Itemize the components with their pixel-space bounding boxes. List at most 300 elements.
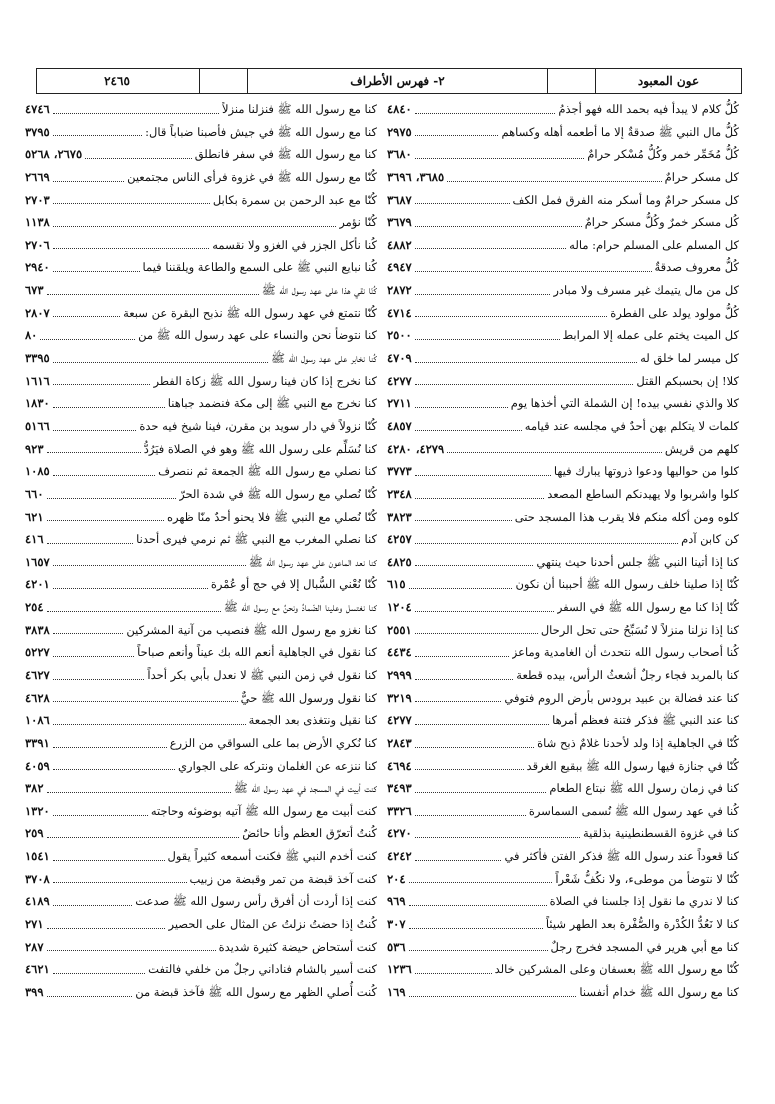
leader-dots — [53, 362, 268, 363]
index-entry — [387, 143, 739, 166]
index-entry — [387, 823, 739, 846]
entry-text: كُنّا مع رسول الله ﷺ بعسفان وعلى المشركين خالد — [494, 962, 739, 977]
hadith-number: ٢٩٧٥ — [387, 124, 412, 139]
leader-dots — [53, 181, 124, 182]
leader-dots — [415, 520, 512, 521]
index-entry — [387, 687, 739, 710]
entry-text: كنا عند النبي ﷺ فذكر فتنة فعظم أمرها — [552, 713, 739, 728]
leader-dots — [415, 973, 492, 974]
hadith-number: ٢٠٤ — [387, 871, 406, 886]
entry-text: كُنّا في جنازة فيها رسول الله ﷺ ببقيع الغرقد — [526, 758, 739, 773]
hadith-number: ٣٣٢٦ — [387, 803, 412, 818]
leader-dots — [415, 498, 545, 499]
entry-text: كلمات لا يتكلم بهن أحدٌ في مجلسه عند قيامه — [524, 418, 739, 433]
hadith-number: ٣٢١٩ — [387, 690, 412, 705]
entry-text: كُل مسكر خمرٌ وكُلُّ مسكر حرامٌ — [584, 215, 739, 230]
index-entry — [387, 845, 739, 868]
index-entry — [387, 324, 739, 347]
leader-dots — [53, 860, 165, 861]
hadith-number: ٢٧٠٣ — [25, 192, 50, 207]
index-entry — [25, 460, 377, 483]
index-entry — [25, 641, 377, 664]
leader-dots — [47, 837, 240, 838]
book-title: عون المعبود — [595, 69, 741, 93]
index-entry — [387, 392, 739, 415]
leader-dots — [47, 520, 164, 521]
entry-text: كُنّا نُصلي مع النبي ﷺ فلا يحنو أحدٌ منّا ظهره — [166, 509, 377, 524]
hadith-number: ٣٦٨٠ — [387, 147, 412, 162]
index-entry — [25, 98, 377, 121]
entry-text: كُنّا مع عبد الرحمن بن سمرة بكابل — [212, 192, 377, 207]
entry-text: كُنا في عهد رسول الله ﷺ نُسمى السماسرة — [528, 803, 739, 818]
leader-dots — [415, 384, 634, 385]
index-entry — [387, 121, 739, 144]
hadith-number: ٤٨٤٠ — [387, 101, 412, 116]
leader-dots — [53, 815, 148, 816]
page-number: ٢٤٦٥ — [104, 74, 130, 88]
hadith-number: ٤٠٥٩ — [25, 758, 50, 773]
index-entry — [25, 800, 377, 823]
page-header — [36, 68, 742, 94]
leader-dots — [47, 611, 221, 612]
leader-dots — [47, 996, 133, 997]
index-entry — [387, 370, 739, 393]
hadith-number: ١٢٠٤ — [387, 600, 412, 615]
entry-text: كنا نغتسل وعلينا الضّمادُ ونحنُ مع رسول الله ﷺ — [223, 600, 377, 615]
hadith-number: ٣٦٨٧ — [387, 192, 412, 207]
entry-text: كنت أبيت مع رسول الله ﷺ آتيه بوضوئه وحاجته — [150, 803, 377, 818]
leader-dots — [53, 271, 140, 272]
index-entry — [25, 143, 377, 166]
hadith-number: ٢٨٧٢ — [387, 283, 412, 298]
index-entry — [25, 189, 377, 212]
leader-dots — [53, 226, 337, 227]
index-entry — [387, 732, 739, 755]
index-entry — [25, 506, 377, 529]
index-entry — [25, 845, 377, 868]
hadith-number: ٤٩٤٧ — [387, 260, 412, 275]
index-entry — [387, 234, 739, 257]
entry-text: كلوا من حواليها ودعوا ذروتها يبارك فيها — [553, 464, 739, 479]
leader-dots — [415, 294, 551, 295]
hadith-number: ٢٧٠٦ — [25, 237, 50, 252]
hadith-number: ٥٢٢٧ — [25, 645, 50, 660]
entry-text: كُلُّ مولود يولد على الفطرة — [610, 305, 739, 320]
index-entry — [387, 506, 739, 529]
leader-dots — [415, 769, 524, 770]
index-entry — [387, 664, 739, 687]
entry-text: كل المسلم على المسلم حرام: ماله — [569, 237, 739, 252]
index-entry — [387, 438, 739, 461]
hadith-number: ١٥٤١ — [25, 849, 50, 864]
entry-text: كنا نقول في زمن النبي ﷺ لا نعدل بأبي بكر أحداً — [147, 668, 377, 682]
entry-text: كُنا أصحاب رسول الله نتحدث أن الغامدية وماعز — [511, 645, 739, 660]
index-entry — [25, 732, 377, 755]
entry-text: كنا بالمربد فجاء رجلٌ أشعثُ الرأس، بيده قطعة — [516, 668, 739, 682]
index-entry — [387, 913, 739, 936]
leader-dots — [447, 181, 661, 182]
hadith-number: ٣٨٣٨ — [25, 622, 50, 637]
hadith-number: ٢٥٤ — [25, 600, 44, 615]
index-entry — [387, 98, 739, 121]
index-entry — [25, 483, 377, 506]
leader-dots — [53, 475, 155, 476]
index-entry — [387, 483, 739, 506]
index-entry — [25, 347, 377, 370]
entry-text: كلوه ومن أكله منكم فلا يقرب هذا المسجد حتى — [514, 509, 739, 524]
hadith-number: ٣٧٠٨ — [25, 871, 50, 886]
entry-text: كل ميسر لما خلق له — [640, 351, 739, 366]
entry-text: كنا نُكري الأرض بما على السواقي من الزرع — [169, 735, 377, 750]
leader-dots — [53, 135, 142, 136]
entry-text: كُلُّ كلام لا يبدأ فيه بحمد الله فهو أجذمُ — [558, 101, 739, 116]
index-entry — [387, 777, 739, 800]
hadith-number: ٤٨٢٥ — [387, 554, 412, 569]
hadith-number: ٢٨٠٧ — [25, 305, 50, 320]
leader-dots — [409, 882, 553, 883]
hadith-number: ٤٦٢٧ — [25, 668, 50, 682]
index-entry — [25, 256, 377, 279]
hadith-number: ٣٦٧٩ — [387, 215, 412, 230]
index-entry — [387, 528, 739, 551]
leader-dots — [415, 792, 547, 793]
leader-dots — [53, 679, 145, 680]
entry-text: كُنّا لا نتوضأ من موطىء، ولا نكُفُّ شَعْراً — [555, 871, 739, 886]
index-entry — [387, 755, 739, 778]
index-entry — [25, 302, 377, 325]
hadith-number: ٤١٦ — [25, 532, 44, 547]
leader-dots — [415, 113, 556, 114]
leader-dots — [415, 860, 502, 861]
leader-dots — [53, 656, 134, 657]
leader-dots — [53, 973, 145, 974]
hadith-number: ١٢٣٦ — [387, 962, 412, 977]
index-entry — [387, 279, 739, 302]
hadith-number: ٦٢١ — [25, 509, 44, 524]
index-entry — [25, 936, 377, 959]
leader-dots — [40, 339, 135, 340]
hadith-number: ٣٨٢٣ — [387, 509, 412, 524]
leader-dots — [415, 747, 534, 748]
hadith-number: ٩٦٩ — [387, 894, 406, 909]
entry-text: كنا نخرج إذا كان فينا رسول الله ﷺ زكاة الفطر — [153, 373, 377, 388]
hadith-number: ٣٦٨٥، ٣٦٩٦ — [387, 169, 445, 184]
index-entry — [25, 211, 377, 234]
index-column-right — [387, 98, 739, 1004]
hadith-number: ٤٢٧٧ — [387, 373, 412, 388]
entry-text: كنا نصلي المغرب مع النبي ﷺ ثم نرمي فيرى أحدنا — [136, 532, 377, 547]
leader-dots — [53, 384, 151, 385]
leader-dots — [415, 611, 554, 612]
index-entry — [387, 415, 739, 438]
leader-dots — [47, 543, 134, 544]
hadith-number: ٤٢٧٧ — [387, 713, 412, 728]
hadith-number: ٩٢٣ — [25, 441, 44, 456]
hadith-number: ٤٢٥٧ — [387, 532, 412, 547]
index-entry — [25, 166, 377, 189]
entry-text: كنا نخرج مع النبي ﷺ إلى مكة فنضمد جباهنا — [167, 396, 377, 411]
entry-text: كُلُّ مُخَمِّر خمر وكُلُّ مُسْكر حرامٌ — [587, 147, 739, 162]
hadith-number: ٤٢٠١ — [25, 577, 50, 592]
entry-text: كنا نعد الماعون على عهد رسول الله ﷺ — [248, 554, 377, 569]
entry-text: كل من مال يتيمك غير مسرف ولا مبادر — [553, 283, 739, 298]
hadith-number: ٢٩٤٠ — [25, 260, 50, 275]
leader-dots — [47, 950, 216, 951]
leader-dots — [53, 769, 175, 770]
hadith-number: ٤٧٠٩ — [387, 351, 412, 366]
hadith-number: ٤٢٧٩، ٤٢٨٠ — [387, 441, 445, 456]
entry-text: كنا في زمان رسول الله ﷺ نبتاع الطعام — [549, 781, 739, 796]
entry-text: كنا نغزو مع رسول الله ﷺ فنصيب من آنية المشركين — [126, 622, 377, 637]
leader-dots — [47, 452, 141, 453]
leader-dots — [53, 905, 133, 906]
entry-text: كنا إذا نزلنا منزلاً لا نُسَبِّحُ حتى تحل الرحال — [540, 622, 739, 637]
entry-text: كنا مع أبي هرير في المسجد فخرج رجلٌ — [550, 939, 739, 954]
index-entry — [25, 755, 377, 778]
leader-dots — [53, 565, 246, 566]
hadith-number: ٢٩٩٩ — [387, 668, 412, 682]
hadith-number: ٦٦٠ — [25, 486, 44, 501]
index-entry — [387, 890, 739, 913]
leader-dots — [415, 226, 582, 227]
index-entry — [387, 981, 739, 1004]
entry-text: كنت آخذ قبضة من تمر وقبضة من زبيب — [189, 871, 377, 886]
hadith-number: ١٠٨٥ — [25, 464, 50, 479]
entry-text: كنت أخدم النبي ﷺ فكنت أسمعه كثيراً يقول — [167, 849, 377, 864]
leader-dots — [409, 950, 548, 951]
entry-text: كلا والذي نفسي بيده! إن الشملة التي أخذها يوم — [510, 396, 739, 411]
index-entry — [25, 324, 377, 347]
hadith-number: ٤١٨٩ — [25, 894, 50, 909]
hadith-number: ٢٧١١ — [387, 396, 412, 411]
entry-text: كُنا نخابر على عهد رسول الله ﷺ — [271, 351, 377, 366]
hadith-number: ٥١٦٦ — [25, 418, 50, 433]
index-entry — [25, 596, 377, 619]
index-entry — [25, 687, 377, 710]
leader-dots — [447, 452, 662, 453]
hadith-number: ٣٤٩٣ — [387, 781, 412, 796]
hadith-number: ٢٥٠٠ — [387, 328, 412, 343]
leader-dots — [53, 113, 219, 114]
hadith-number: ٢٦٧٥، ٥٢٦٨ — [25, 147, 83, 162]
index-column-left — [25, 98, 377, 1004]
leader-dots — [409, 588, 513, 589]
hadith-number: ١٨٣٠ — [25, 396, 50, 411]
entry-text: كُنّا إذا كنا مع رسول الله ﷺ في السفر — [556, 600, 739, 615]
index-entry — [25, 709, 377, 732]
index-entry — [25, 551, 377, 574]
entry-text: كنا نصلي مع رسول الله ﷺ الجمعة ثم ننصرف — [158, 464, 377, 479]
hadith-number: ٢٦٦٩ — [25, 169, 50, 184]
leader-dots — [415, 679, 514, 680]
hadith-number: ٤٨٨٢ — [387, 237, 412, 252]
hadith-number: ٣٨٢ — [25, 781, 44, 796]
hadith-number: ٣٣٩٥ — [25, 351, 50, 366]
entry-text: كنا مع رسول الله ﷺ فنزلنا منزلاً — [221, 101, 377, 116]
entry-text: كُنا نأكل الجزر في الغزو ولا نقسمه — [212, 237, 377, 252]
entry-text: كنا ننزعه عن الغلمان ونتركه على الجواري — [178, 758, 377, 773]
leader-dots — [415, 475, 551, 476]
index-entry — [25, 415, 377, 438]
index-entry — [387, 189, 739, 212]
section-title: ٢- فهرس الأطراف — [247, 69, 547, 93]
index-entry — [25, 823, 377, 846]
entry-text: كلهم من قريش — [664, 441, 739, 456]
index-entry — [387, 596, 739, 619]
leader-dots — [53, 430, 137, 431]
leader-dots — [47, 498, 177, 499]
entry-text: كُنّا نقي هذا على عهد رسول الله ﷺ — [261, 283, 377, 298]
entry-text: كنا قعوداً عند رسول الله ﷺ فذكر الفتن فأكثر في — [504, 849, 739, 864]
leader-dots — [415, 158, 585, 159]
entry-text: كنت أبيت في المسجد في عهد رسول الله ﷺ — [233, 781, 377, 796]
hadith-number: ٦١٥ — [387, 577, 406, 592]
entry-text: كنا مع رسول الله ﷺ خدام أنفسنا — [579, 984, 739, 999]
hadith-number: ٤٦٢٨ — [25, 690, 50, 705]
leader-dots — [53, 882, 187, 883]
leader-dots — [415, 633, 538, 634]
index-entry — [25, 868, 377, 891]
entry-text: كُنا نبايع النبي ﷺ على السمع والطاعة ويلقننا فيما — [142, 260, 377, 275]
index-entry — [387, 460, 739, 483]
leader-dots — [415, 656, 509, 657]
hadith-number: ٤٦٢١ — [25, 962, 50, 977]
header-spacer-left — [199, 69, 247, 93]
hadith-number: ٨٠ — [25, 328, 38, 343]
index-entry — [387, 619, 739, 642]
entry-text: كنت إذا أردت أن أفرق رأس رسول الله ﷺ صدعت — [135, 894, 377, 909]
hadith-number: ١٠٨٦ — [25, 713, 50, 728]
leader-dots — [415, 339, 560, 340]
entry-text: كنا في غزوة القسطنطينية بذلقية — [583, 826, 739, 841]
hadith-number: ٣٣٩١ — [25, 735, 50, 750]
leader-dots — [53, 248, 210, 249]
index-entry — [25, 121, 377, 144]
index-entry — [387, 800, 739, 823]
leader-dots — [415, 271, 652, 272]
entry-text: كُنتُ إذا حضتُ نزلتُ عن المثال على الحصير — [168, 917, 377, 932]
leader-dots — [415, 362, 637, 363]
leader-dots — [53, 407, 165, 408]
hadith-number: ٤٢٤٢ — [387, 849, 412, 864]
index-entry — [387, 868, 739, 891]
hadith-number: ١٣٢٠ — [25, 803, 50, 818]
index-entry — [25, 279, 377, 302]
leader-dots — [53, 633, 124, 634]
leader-dots — [415, 815, 526, 816]
leader-dots — [53, 701, 238, 702]
leader-dots — [409, 905, 547, 906]
index-entry — [25, 664, 377, 687]
entry-text: كُنّا مع رسول الله ﷺ في غزوة فرأى الناس مجتمعين — [127, 169, 377, 184]
leader-dots — [409, 928, 543, 929]
hadith-number: ٣٧٩٥ — [25, 124, 50, 139]
index-entry — [25, 913, 377, 936]
header-spacer-right — [547, 69, 595, 93]
entry-text: كنا إذا أتينا النبي ﷺ جلس أحدنا حيث ينتهي — [536, 554, 739, 569]
hadith-number: ١٦١٦ — [25, 373, 50, 388]
hadith-number: ٤٨٥٧ — [387, 418, 412, 433]
hadith-number: ٦٧٣ — [25, 283, 44, 298]
entry-text: كل مسكر حرامٌ — [664, 169, 739, 184]
index-entry — [387, 256, 739, 279]
index-entry — [25, 438, 377, 461]
entry-text: كنا نقول في الجاهلية أنعم الله بك عيناً وأنعم صباحاً — [137, 645, 377, 660]
index-entry — [25, 528, 377, 551]
hadith-number: ٢٣٤٨ — [387, 486, 412, 501]
leader-dots — [415, 407, 508, 408]
index-entry — [387, 166, 739, 189]
entry-text: كلا! إن بحسبكم القتل — [636, 373, 739, 388]
leader-dots — [415, 724, 549, 725]
leader-dots — [415, 837, 580, 838]
entry-text: كُلُّ مال النبي ﷺ صدقةٌ إلا ما أطعمه أهله وكساهم — [501, 124, 739, 139]
hadith-number: ٤٧٤٦ — [25, 101, 50, 116]
entry-text: كُلُّ معروف صدقةٌ — [654, 260, 739, 275]
leader-dots — [415, 430, 522, 431]
leader-dots — [53, 724, 246, 725]
index-entry — [387, 709, 739, 732]
leader-dots — [53, 203, 210, 204]
leader-dots — [53, 588, 208, 589]
entry-text: كل مسكر حرامٌ وما أسكر منه الفرق فمل الكف — [512, 192, 739, 207]
entry-text: كنا مع رسول الله ﷺ في جيش فأصبنا ضباباً قال: — [145, 124, 377, 139]
index-entry — [387, 958, 739, 981]
leader-dots — [415, 135, 499, 136]
entry-text: كنا نقيل ونتغذى بعد الجمعة — [248, 713, 377, 728]
leader-dots — [47, 928, 166, 929]
index-entry — [25, 777, 377, 800]
entry-text: كل الميت يختم على عمله إلا المرابط — [562, 328, 739, 343]
hadith-number: ٤٦٩٤ — [387, 758, 412, 773]
hadith-number: ٢٨٧ — [25, 939, 44, 954]
index-entry — [25, 890, 377, 913]
entry-text: كُنت أُصلي الظهر مع رسول الله ﷺ فآخذ قبضة من — [135, 984, 377, 999]
hadith-number: ٢٧١ — [25, 917, 44, 932]
index-entry — [387, 347, 739, 370]
hadith-number: ٢٥٩ — [25, 826, 44, 841]
index-entry — [387, 936, 739, 959]
entry-text: كُنّا في الجاهلية إذا ولد لأحدنا غلامٌ ذبح شاة — [537, 735, 739, 750]
entry-text: كنا نتوضأ نحن والنساء على عهد رسول الله ﷺ من — [138, 328, 377, 343]
hadith-number: ٤٢٧٠ — [387, 826, 412, 841]
entry-text: كنا نقول ورسول الله ﷺ حيٌّ — [240, 690, 377, 705]
leader-dots — [47, 294, 259, 295]
hadith-number: ١١٣٨ — [25, 215, 50, 230]
hadith-number: ١٦٥٧ — [25, 554, 50, 569]
entry-text: كنا لا ندري ما نقول إذا جلسنا في الصلاة — [549, 894, 739, 909]
leader-dots — [47, 792, 231, 793]
index-entry — [387, 551, 739, 574]
leader-dots — [415, 543, 678, 544]
entry-text: كُنّا نُعْني السُّبال إلا في حج أو عُمْرة — [210, 577, 377, 592]
index-entry — [25, 234, 377, 257]
leader-dots — [85, 158, 192, 159]
index-entry — [387, 573, 739, 596]
index-entry — [387, 211, 739, 234]
hadith-number: ١٦٩ — [387, 984, 406, 999]
leader-dots — [415, 701, 502, 702]
entry-text: كنا مع رسول الله ﷺ في سفر فانطلق — [194, 147, 377, 162]
entry-text: كلوا واشربوا ولا يهيدنكم الساطع المصعد — [547, 486, 739, 501]
entry-text: كنت أستحاض حيضة كثيرة شديدة — [218, 939, 377, 954]
entry-text: كُنّا نؤمر — [339, 215, 377, 230]
index-entry — [387, 302, 739, 325]
index-entry — [25, 619, 377, 642]
index-entry — [25, 370, 377, 393]
leader-dots — [415, 316, 608, 317]
leader-dots — [53, 316, 120, 317]
